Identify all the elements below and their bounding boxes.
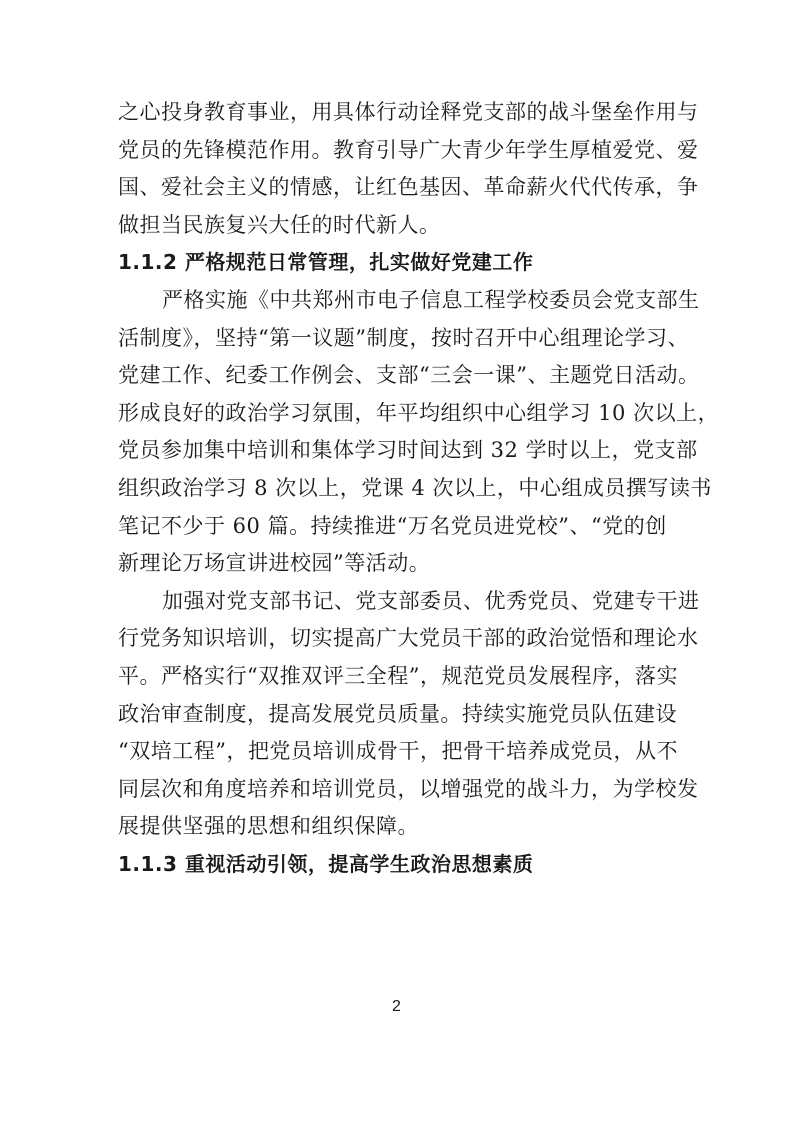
text-line: 做担当民族复兴大任的时代新人。: [118, 212, 441, 237]
paragraph-training: [118, 583, 698, 846]
text-line: 同层次和角度培养和培训党员，以增强党的战斗力，为学校发: [118, 776, 699, 801]
text-line: 严格实施《中共郑州市电子信息工程学校委员会党支部生: [162, 287, 700, 312]
text-line: 平。严格实行“双推双评三全程”，规范党员发展程序，落实: [118, 663, 678, 688]
text-line: 之心投身教育事业，用具体行动诠释党支部的战斗堡垒作用与: [118, 100, 699, 124]
paragraph-intro: [118, 94, 698, 244]
text-line: 笔记不少于 60 篇。持续推进“万名党员进党校”、“党的创: [118, 513, 667, 538]
text-line: “双培工程”，把党员培训成骨干，把骨干培养成党员，从不: [118, 739, 678, 764]
paragraph-management: [118, 282, 720, 583]
text-line: 党员的先锋模范作用。教育引导广大青少年学生厚植爱党、爱: [118, 137, 699, 162]
text-line: 党建工作、纪委工作例会、支部“三会一课”、主题党日活动。: [118, 363, 700, 388]
text-line: 国、爱社会主义的情感，让红色基因、革命薪火代代传承，争: [118, 175, 699, 200]
text-line: 党员参加集中培训和集体学习时间达到 32 学时以上，党支部: [118, 438, 698, 463]
section-heading-1-1-3: 1.1.3 重视活动引领，提高学生政治思想素质: [118, 851, 534, 876]
text-line: 政治审查制度，提高发展党员质量。持续实施党员队伍建设: [118, 701, 677, 726]
text-line: 活制度》，坚持“第一议题”制度，按时召开中心组理论学习、: [118, 325, 689, 350]
text-line: 加强对党支部书记、党支部委员、优秀党员、党建专干进: [162, 588, 700, 613]
page-body: [118, 94, 720, 883]
section-heading-1-1-2: 1.1.2 严格规范日常管理，扎实做好党建工作: [118, 250, 534, 275]
text-line: 组织政治学习 8 次以上，党课 4 次以上，中心组成员撰写读书: [118, 475, 712, 500]
page-number: 2: [392, 998, 401, 1015]
text-line: 形成良好的政治学习氛围，年平均组织中心组学习 10 次以上，: [118, 400, 720, 425]
text-line: 展提供坚强的思想和组织保障。: [118, 814, 419, 839]
text-line: 新理论万场宣讲进校园”等活动。: [118, 551, 431, 576]
text-line: 行党务知识培训，切实提高广大党员干部的政治觉悟和理论水: [118, 626, 699, 651]
